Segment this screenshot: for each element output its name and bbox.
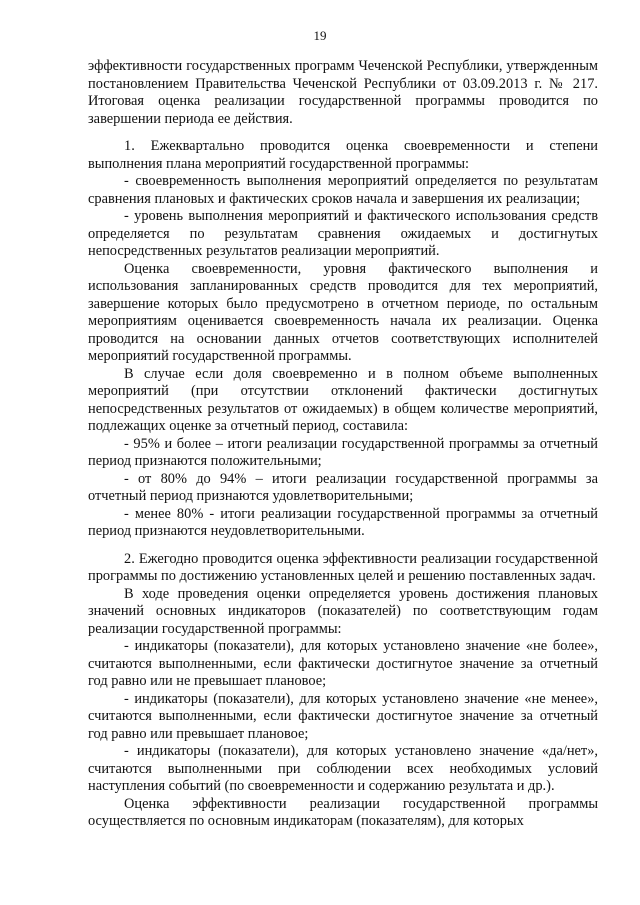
- paragraph-bullet-not-less: - индикаторы (показатели), для которых установлено значение «не менее», считаются выполненными, если фактически достигнутое значение за отчетный год равно или превышает плановое;: [88, 690, 598, 742]
- paragraph-item-1: 1. Ежеквартально проводится оценка своевременности и степени выполнения плана мероприятий государственной программы:: [88, 138, 598, 172]
- page-number: 19: [313, 28, 327, 43]
- paragraph-intro: эффективности государственных программ Чеченской Республики, утвержденным постановлением Правительства Чеченской Республики от 03.09.2013 г. № 217. Итоговая оценка реализации государственной программы проводится по завершении периода ее действия.: [88, 58, 598, 127]
- document-body: [88, 58, 598, 831]
- paragraph-bullet-not-more: - индикаторы (показатели), для которых установлено значение «не более», считаются выполненными, если фактически достигнутое значение за отчетный год равно или не превышает плановое;: [88, 638, 598, 689]
- paragraph-bullet-timeliness: - своевременность выполнения мероприятий определяется по результатам сравнения плановых и фактических сроков начала и завершения их реализации;: [88, 173, 598, 207]
- paragraph-bullet-satisfactory: - от 80% до 94% – итоги реализации государственной программы за отчетный период признаются удовлетворительными;: [88, 470, 598, 504]
- paragraph-bullet-yes-no: - индикаторы (показатели), для которых установлено значение «да/нет», считаются выполненными при соблюдении всех необходимых условий наступления событий (по своевременности и содержанию результата и др.).: [88, 743, 598, 794]
- paragraph-bullet-positive: - 95% и более – итоги реализации государственной программы за отчетный период признаются положительными;: [88, 435, 598, 469]
- paragraph-efficiency: Оценка эффективности реализации государственной программы осуществляется по основным индикаторам (показателям), для которых: [88, 795, 598, 829]
- paragraph-assessment-scope: Оценка своевременности, уровня фактического выполнения и использования запланированных средств проводится для тех мероприятий, завершение которых было предусмотрено в отчетном периоде, по остальным мероприятиям оценивается своевременность начала их реализации. Оценка проводится на основании данных отчетов соответствующих исполнителей мероприятий государственной программы.: [88, 260, 598, 364]
- paragraph-share-condition: В случае если доля своевременно и в полном объеме выполненных мероприятий (при отсутствии отклонений фактически достигнутых непосредственных результатов от ожидаемых) в общем количестве мероприятий, подлежащих оценке за отчетный период, составила:: [88, 365, 598, 434]
- paragraph-bullet-level: - уровень выполнения мероприятий и фактического использования средств определяется по результатам сравнения ожидаемых и достигнутых непосредственных результатов реализации мероприятий.: [88, 208, 598, 259]
- paragraph-item-2: 2. Ежегодно проводится оценка эффективности реализации государственной программы по достижению установленных целей и решению поставленных задач.: [88, 550, 598, 584]
- paragraph-bullet-unsatisfactory: - менее 80% - итоги реализации государственной программы за отчетный период признаются неудовлетворительными.: [88, 505, 598, 539]
- paragraph-indicator-level: В ходе проведения оценки определяется уровень достижения плановых значений основных индикаторов (показателей) по соответствующим годам реализации государственной программы:: [88, 585, 598, 637]
